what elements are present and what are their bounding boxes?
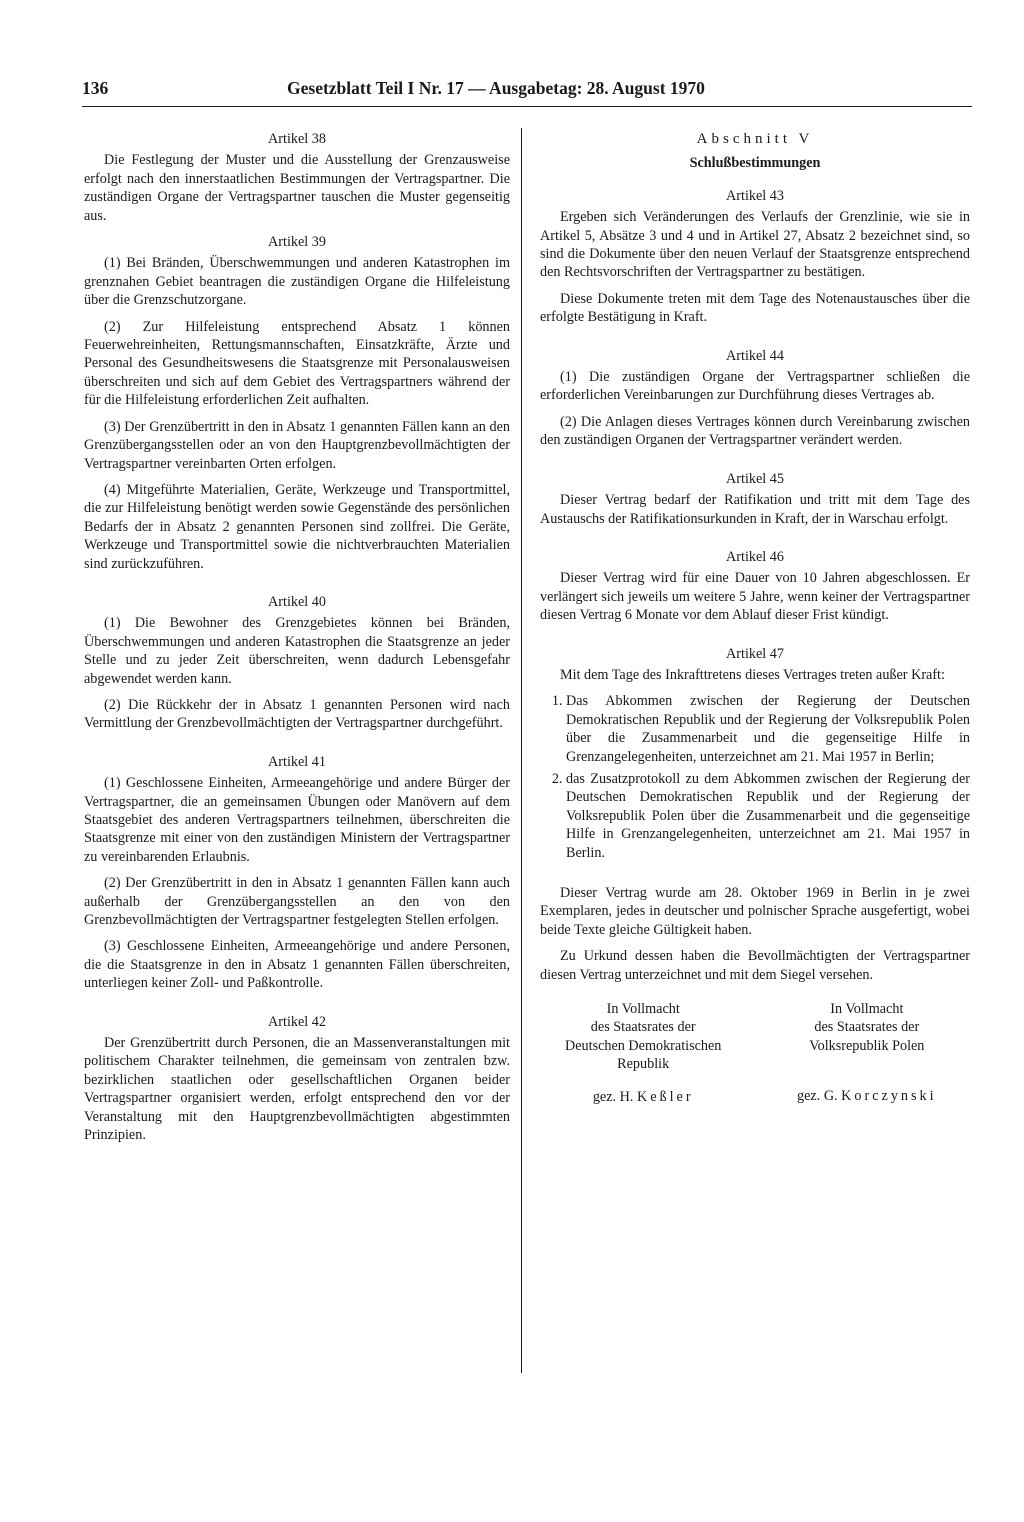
spacer — [540, 536, 970, 548]
article-45-text: Dieser Vertrag bedarf der Ratifikation und tritt mit dem Tage des Austauschs der Ratifikationsurkunden in Kraft, der in Warschau erfolgt. — [540, 492, 970, 527]
article-38-text: Die Festlegung der Muster und die Ausstellung der Grenzausweise erfolgt nach den innerstaatlichen Bestimmungen der Vertragspartner. Die zuständigen Organe der Vertragspartner tauschen die Muster gegenseitig aus. — [84, 152, 510, 224]
repealed-agreements-list — [540, 692, 970, 862]
signature-line: des Staatsrates der — [814, 1019, 920, 1036]
right-column — [540, 130, 970, 1106]
article-40-title: Artikel 40 — [268, 593, 326, 610]
article-41-para-3: (3) Geschlossene Einheiten, Armeeangehörige und andere Personen, die die Staatsgrenze in den in Absatz 1 genannten Fällen überschreiten, unterliegen keiner Zoll- und Paßkontrolle. — [84, 938, 510, 992]
spacer — [540, 458, 970, 470]
list-item: 2. das Zusatzprotokoll zu dem Abkommen zwischen der Regierung der Deutschen Demokratischen Republik und der Regierung der Volksrepublik Polen über die Zusammenarbeit und die gegenseitige Hilfe in Grenzangelegenheiten, unterzeichnet am 21. Mai 1957 in Berlin. — [566, 770, 970, 862]
spacer — [540, 872, 970, 884]
article-46-title: Artikel 46 — [726, 548, 784, 565]
spacer — [540, 335, 970, 347]
article-43-para-2: Diese Dokumente treten mit dem Tage des Notenaustausches über die erfolgte Bestätigung in Kraft. — [540, 290, 970, 326]
spacer — [84, 1001, 510, 1013]
article-43-para-1: Ergeben sich Veränderungen des Verlaufs der Grenzlinie, wie sie in Artikel 5, Absätze 3 und 4 und in Artikel 27, Absatz 2 bezeichnet sind, so sind die Dokumente über den neuen Verlauf der Staatsgrenze entsprechend den Rechtsvorschriften der Vertragspartner zu bestätigen. — [540, 209, 970, 281]
column-divider — [521, 128, 522, 1373]
signature-line: Volksrepublik Polen — [809, 1037, 925, 1054]
signatory-gdr — [540, 1088, 746, 1106]
attestation-statement: Zu Urkund dessen haben die Bevollmächtigten der Vertragspartner diesen Vertrag unterzeichnet und mit dem Siegel versehen. — [540, 948, 970, 983]
signature-line: In Vollmacht — [606, 1001, 680, 1018]
section-title: Schlußbestimmungen — [689, 155, 821, 172]
signature-block — [540, 1000, 970, 1106]
signature-line: Republik — [617, 1056, 670, 1073]
left-column — [84, 130, 510, 1153]
signatory-prefix: gez. H. — [592, 1088, 634, 1105]
gazette-title: Gesetzblatt Teil I Nr. 17 — Ausgabetag: 28. August 1970 — [287, 78, 705, 98]
article-40-para-2: (2) Die Rückkehr der in Absatz 1 genannten Personen wird nach Vermittlung der Grenzbevollmächtigten der Vertragspartner durchgeführt. — [84, 696, 510, 732]
article-39-title: Artikel 39 — [268, 234, 326, 251]
article-45-title: Artikel 45 — [726, 470, 784, 487]
article-46-text: Dieser Vertrag wird für eine Dauer von 10 Jahren abgeschlossen. Er verlängert sich jeweils um weitere 5 Jahre, wenn keiner der Vertragspartner diesen Vertrag 6 Monate vor dem Ablauf dieser Frist kündigt. — [540, 570, 970, 624]
article-42-text: Der Grenzübertritt durch Personen, die an Massenveranstaltungen mit politischem Charakter teilnehmen, die gemeinsam von zentralen bzw. bezirklichen staatlichen oder gesellschaftlichen Organen beider Vertragspartner organisiert werden, erfolgt entsprechend den vor der Veranstaltung mit den Hauptgrenzbevollmächtigten abgestimmten Prinzipien. — [84, 1035, 510, 1144]
signatory-poland — [764, 1087, 970, 1105]
spacer — [540, 633, 970, 645]
signatory-prefix: gez. G. — [797, 1088, 838, 1105]
article-41-para-2: (2) Der Grenzübertritt in den in Absatz 1 genannten Fällen kann auch außerhalb der Grenzübergangsstellen an den von den Grenzbevollmächtigten der Vertragspartner festgelegten Stellen erfolgen. — [84, 875, 510, 929]
signature-gdr — [540, 1000, 746, 1106]
signature-line: des Staatsrates der — [590, 1019, 696, 1036]
signature-line: In Vollmacht — [830, 1001, 904, 1018]
article-39-para-1: (1) Bei Bränden, Überschwemmungen und anderen Katastrophen im grenznahen Gebiet beantragen die zuständigen Organe die Hilfeleistung über die Grenzschutzorgane. — [84, 255, 510, 309]
article-38-title: Artikel 38 — [268, 131, 326, 147]
article-40-para-1: (1) Die Bewohner des Grenzgebietes können bei Bränden, Überschwemmungen und anderen Katastrophen die Staatsgrenze an jeder Stelle und zu jeder Zeit überschreiten, wenn dadurch Lebensgefahr abgewendet werden kann. — [84, 615, 510, 687]
article-43-title: Artikel 43 — [726, 187, 784, 204]
article-44-para-1: (1) Die zuständigen Organe der Vertragspartner schließen die erforderlichen Vereinbarungen zur Durchführung dieses Vertrages ab. — [540, 369, 970, 404]
section-heading: Abschnitt V — [696, 131, 814, 147]
closing-statement: Dieser Vertrag wurde am 28. Oktober 1969 in Berlin in je zwei Exemplaren, jedes in deutscher und polnischer Sprache ausgefertigt, wobei beide Texte gleiche Gültigkeit haben. — [540, 885, 970, 938]
article-44-title: Artikel 44 — [726, 347, 784, 364]
article-47-intro: Mit dem Tage des Inkrafttretens dieses Vertrages treten außer Kraft: — [560, 666, 945, 683]
page-header — [82, 76, 972, 107]
article-47-title: Artikel 47 — [726, 645, 784, 662]
signatory-name: Korczynski — [841, 1088, 937, 1105]
spacer — [84, 741, 510, 753]
signatory-name: Keßler — [636, 1088, 694, 1105]
spacer — [84, 581, 510, 593]
article-39-para-3: (3) Der Grenzübertritt in den in Absatz 1 genannten Fällen kann an den Grenzübergangsstellen oder an von den Hauptgrenzbevollmächtigten der Vertragspartner vereinbarten Orten erfolgen. — [84, 418, 510, 472]
article-41-title: Artikel 41 — [268, 753, 326, 770]
signature-line: Deutschen Demokratischen — [564, 1037, 722, 1054]
article-44-para-2: (2) Die Anlagen dieses Vertrages können durch Vereinbarung zwischen den zuständigen Organen der Vertragspartner verändert werden. — [540, 413, 970, 449]
list-item: 1. Das Abkommen zwischen der Regierung der Deutschen Demokratischen Republik und der Regierung der Volksrepublik Polen über die Zusammenarbeit und die gegenseitige Hilfe in Grenzangelegenheiten, unterzeichnet am 21. Mai 1957 in Berlin; — [566, 692, 970, 766]
article-39-para-2: (2) Zur Hilfeleistung entsprechend Absatz 1 können Feuerwehreinheiten, Rettungsmannschaften, Einsatzkräfte, Ärzte und Personal des Gesundheitswesens die Staatsgrenze mit Personalausweisen überschreiten und sich auf dem Gebiet des Vertragspartners während der für die Hilfeleistung erforderlichen Zeit aufhalten. — [84, 318, 510, 409]
page-number: 136 — [82, 78, 109, 98]
article-42-title: Artikel 42 — [268, 1013, 326, 1030]
article-39-para-4: (4) Mitgeführte Materialien, Geräte, Werkzeuge und Transportmittel, die zur Hilfeleistung benötigt werden sowie Gegenstände des persönlichen Bedarfs der in Absatz 2 genannten Personen sind zollfrei. Die Geräte, Werkzeuge und Transportmittel sowie die nichtverbrauchten Materialien sind zurückzuführen. — [84, 481, 510, 572]
article-41-para-1: (1) Geschlossene Einheiten, Armeeangehörige und andere Bürger der Vertragspartner, die an gemeinsamen Übungen oder Manövern auf dem Staatsgebiet des anderen Vertragspartners teilnehmen, überschreiten die Staatsgrenze mit einer von den zuständigen Ministern der Vertragspartner zu vereinbarenden Erlaubnis. — [84, 775, 510, 865]
signature-poland — [764, 1000, 970, 1106]
